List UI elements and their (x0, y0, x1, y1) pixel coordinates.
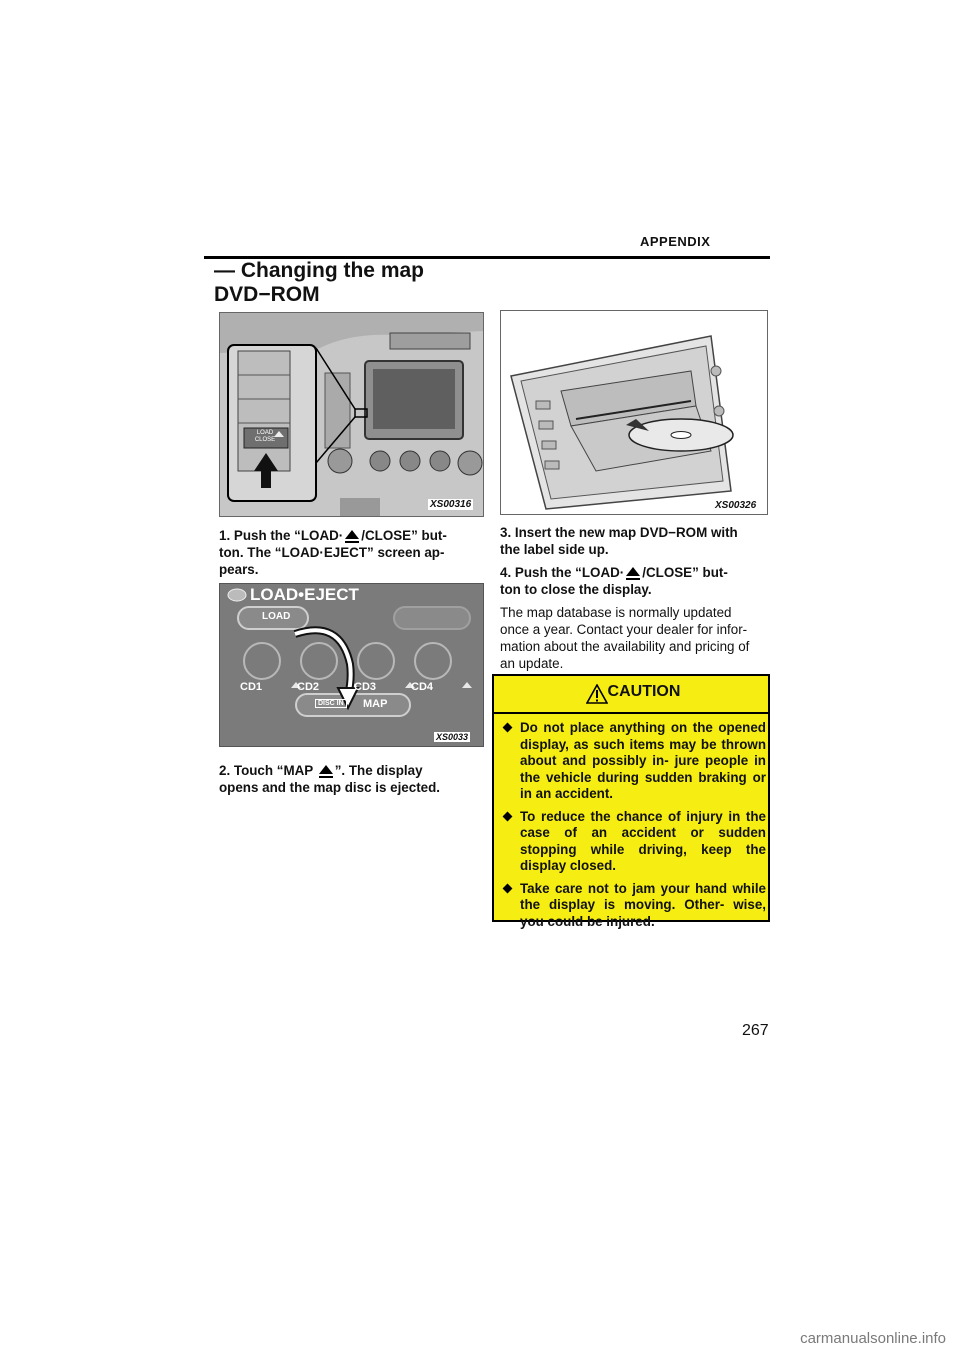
step-3: 3. Insert the new map DVD−ROM with the label side up. (500, 525, 738, 557)
step-2: 2. Touch “MAP ”. The display opens and the map disc is ejected. (219, 763, 441, 795)
fig1-button-label: LOAD CLOSE (254, 430, 276, 443)
section-title (214, 259, 424, 307)
figure-dashboard (219, 312, 484, 517)
caution-item: Do not place anything on the opened display, as such items may be thrown about and possibly in- jure people in the vehicle during sudden braking or in an accident. (504, 720, 766, 803)
step-4: 4. Push the “LOAD· /CLOSE” but- ton to close the display. (500, 565, 728, 597)
figure-load-eject-screen (219, 583, 484, 747)
fig2-cd4: CD4 (411, 681, 434, 693)
fig2-load: LOAD (262, 611, 291, 622)
header-label: APPENDIX (640, 234, 711, 249)
update-paragraph: The map database is normally updated once a year. Contact your dealer for infor- mation about the availability and pricing of an update. (500, 605, 750, 671)
fig2-disc-in: DISC IN (315, 699, 347, 708)
fig2-cd3: CD3 (354, 681, 377, 693)
caution-box (492, 674, 770, 929)
caution-title: CAUTION (607, 683, 681, 700)
figure-insert-disc (500, 310, 768, 515)
fig2-title: LOAD•EJECT (250, 585, 359, 604)
caution-list (504, 720, 766, 936)
page-number: 267 (742, 1022, 769, 1039)
eject-icon (626, 567, 640, 576)
fig2-cd1: CD1 (240, 681, 263, 693)
step-1: 1. Push the “LOAD· /CLOSE” but- ton. The “LOAD·EJECT” screen ap- pears. (219, 528, 447, 577)
diamond-bullet-icon (503, 723, 513, 733)
section-title-line2: DVD−ROM (214, 283, 320, 306)
diamond-bullet-icon (503, 811, 513, 821)
caution-item: To reduce the chance of injury in the case of an accident or sudden stopping while driving, keep the display closed. (504, 809, 766, 875)
fig2-cd2: CD2 (297, 681, 320, 693)
fig1-code: XS00316 (430, 499, 472, 510)
diamond-bullet-icon (503, 883, 513, 893)
watermark: carmanualsonline.info (800, 1330, 946, 1347)
caution-item: Take care not to jam your hand while the display is moving. Other- wise, you could be injured. (504, 881, 766, 931)
fig2-map: MAP (363, 698, 388, 710)
caution-rule (494, 712, 768, 714)
fig2-code: XS0033 (436, 732, 469, 742)
eject-icon (319, 765, 333, 774)
section-title-line1: — Changing the map (214, 259, 424, 282)
eject-icon (345, 530, 359, 539)
fig3-code: XS00326 (715, 500, 757, 511)
